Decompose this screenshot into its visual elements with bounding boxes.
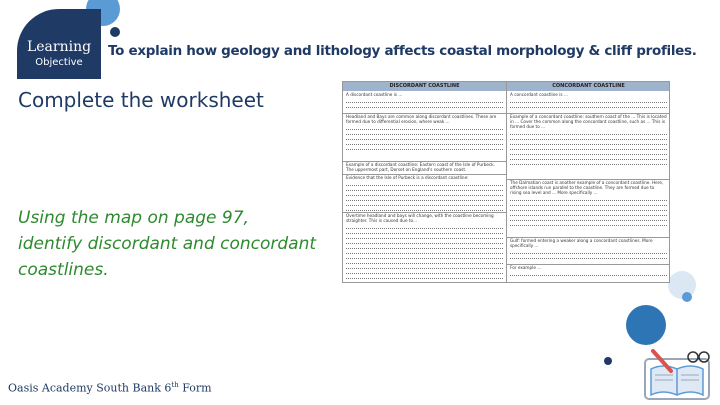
decor-circle bbox=[604, 357, 612, 365]
footer bbox=[8, 381, 212, 395]
worksheet-cell: A concordant coastline is ... bbox=[507, 91, 670, 114]
learning-objective-text: To explain how geology and lithology affects coastal morphology & cliff profiles. bbox=[108, 43, 697, 59]
footer-suffix: Form bbox=[178, 381, 212, 395]
decor-circle bbox=[110, 27, 120, 37]
worksheet-cell: Overtime headland and bays will change, with the coastline becoming straighter. This is caused due to... bbox=[343, 212, 506, 282]
worksheet-cell: Example of a discordant coastline: Eastern coast of the Isle of Purbeck. The uppermost part, Dorset on England's southern coast. bbox=[343, 161, 506, 175]
concordant-header: CONCORDANT COASTLINE bbox=[507, 82, 670, 91]
worksheet-cell: Headland and Bays are common along discordant coastlines. These are formed due to differential erosion, where weak ... bbox=[343, 113, 506, 162]
worksheet-cell: Evidence that the Isle of Purbeck is a discordant coastline: bbox=[343, 174, 506, 213]
decor-circle bbox=[626, 305, 666, 345]
worksheet-cell: The Dalmatian coast is another example of a concordant coastline. Here, offshore islands run parallel to the coastline. They are formed due to rising sea level and ... More specifically ... bbox=[507, 179, 670, 238]
concordant-column bbox=[507, 82, 670, 282]
worksheet-cell: For example ... bbox=[507, 264, 670, 282]
tablet-icon bbox=[641, 349, 713, 401]
learning-objective-badge bbox=[17, 9, 101, 79]
worksheet-cell: Example of a concordant coastline: southern coast of the ... This is located in ... Cover the common along the concordant coastline, such as ... This is formed due to ... bbox=[507, 113, 670, 180]
worksheet-cell: A discordant coastline is ... bbox=[343, 91, 506, 114]
discordant-column bbox=[343, 82, 507, 282]
instruction-text: Using the map on page 97, identify discordant and concordant coastlines. bbox=[18, 208, 317, 280]
footer-sup: th bbox=[171, 381, 179, 389]
decor-circle bbox=[682, 292, 692, 302]
badge-title: Learning bbox=[26, 39, 92, 55]
worksheet-cell: Gulf: formed entering a weaker along a concordant coastlines. More specifically ... bbox=[507, 237, 670, 265]
task-heading: Complete the worksheet bbox=[18, 88, 264, 112]
badge-subtitle: Objective bbox=[35, 57, 83, 68]
worksheet-image bbox=[342, 81, 670, 283]
footer-school: Oasis Academy South Bank 6 bbox=[8, 381, 172, 395]
discordant-header: DISCORDANT COASTLINE bbox=[343, 82, 506, 91]
